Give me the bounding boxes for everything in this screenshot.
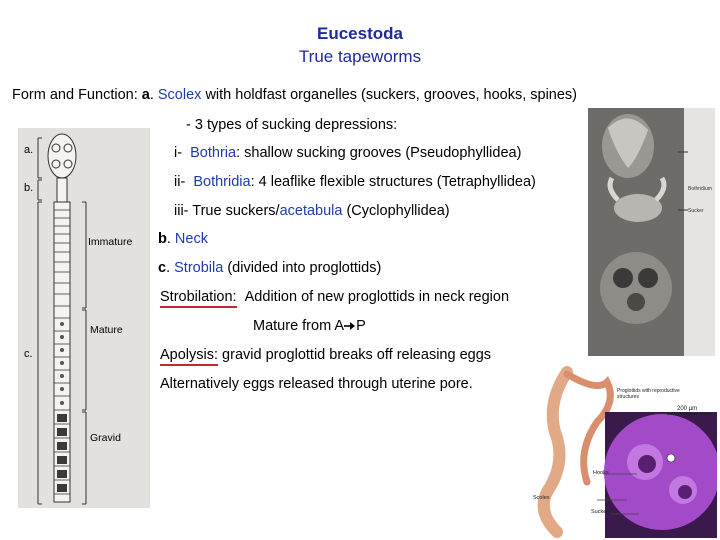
apolysis-description: gravid proglottid breaks off releasing eggs — [218, 347, 492, 363]
acetabula-prefix: iii- True suckers/ — [174, 203, 280, 219]
scolex-photo-drawing — [588, 108, 715, 356]
acetabula-description: (Cyclophyllidea) — [342, 203, 450, 219]
bothridia-term: Bothridia — [193, 174, 251, 190]
scolex-description: with holdfast organelles (suckers, grooves, hooks, spines) — [201, 87, 577, 103]
label-scolex: Scolex — [533, 495, 550, 501]
bothria-description: : shallow sucking grooves (Pseudophyllidea) — [236, 145, 522, 161]
form-function-prefix: Form and Function: — [12, 87, 142, 103]
label-mature: Mature — [90, 324, 123, 336]
label-gravid: Gravid — [90, 432, 121, 444]
scolex-term: Scolex — [157, 87, 202, 103]
label-bothridium: Bothridium — [688, 186, 712, 192]
alternatively-line: Alternatively eggs released through uterine pore. — [160, 376, 473, 392]
neck-line: b. Neck — [158, 231, 208, 247]
neck-term: Neck — [174, 231, 208, 247]
slide-subtitle: True tapeworms — [298, 47, 422, 66]
label-scale: 200 µm — [677, 406, 698, 412]
apolysis-term: Apolysis: — [160, 347, 218, 366]
acetabula-term: acetabula — [279, 203, 343, 219]
arrow-right-icon — [344, 321, 356, 331]
tapeworm-diagram — [18, 128, 150, 508]
bothridia-prefix: ii- — [174, 174, 186, 190]
sem-photo — [507, 362, 717, 538]
tapeworm-drawing — [18, 128, 150, 508]
label-sucker-top: Sucker — [688, 208, 704, 214]
label-a: a. — [24, 144, 34, 156]
apolysis-line — [160, 347, 491, 363]
label-b: b. — [24, 182, 34, 194]
sucking-header: - 3 types of sucking depressions: — [186, 117, 398, 133]
label-sucker: Sucker — [591, 509, 609, 515]
item-b-letter: b — [158, 231, 167, 247]
bothridia-description: : 4 leaflike flexible structures (Tetraphyllidea) — [250, 174, 536, 190]
strobilation-line — [160, 289, 509, 305]
item-c-letter: c — [158, 260, 167, 276]
strobilation-term: Strobilation: — [160, 289, 237, 308]
strobilation-description: Addition of new proglottids in neck region — [244, 289, 510, 305]
form-function-line: Form and Function: a. Scolex with holdfast organelles (suckers, grooves, hooks, spines) — [12, 87, 577, 103]
label-immature: Immature — [88, 236, 133, 248]
label-proglottids: Proglottids with reproductive structures — [617, 388, 680, 400]
item-a-letter: a — [141, 87, 150, 103]
mature-direction-line — [253, 318, 366, 334]
label-c: c. — [24, 348, 33, 360]
bothria-term: Bothria — [190, 145, 237, 161]
mature-direction-text: Mature from A — [253, 318, 345, 334]
strobila-description: (divided into proglottids) — [223, 260, 382, 276]
scolex-photo — [588, 108, 715, 356]
label-hooks: Hooks — [593, 470, 609, 476]
strobila-line: c. Strobila (divided into proglottids) — [158, 260, 382, 276]
strobila-term: Strobila — [174, 260, 224, 276]
mature-direction-end: P — [356, 318, 366, 334]
acetabula-line — [174, 203, 450, 219]
slide-title: Eucestoda — [317, 24, 403, 43]
bothridia-line — [174, 174, 536, 190]
bothria-line — [174, 145, 521, 161]
bothria-prefix: i- — [174, 145, 183, 161]
